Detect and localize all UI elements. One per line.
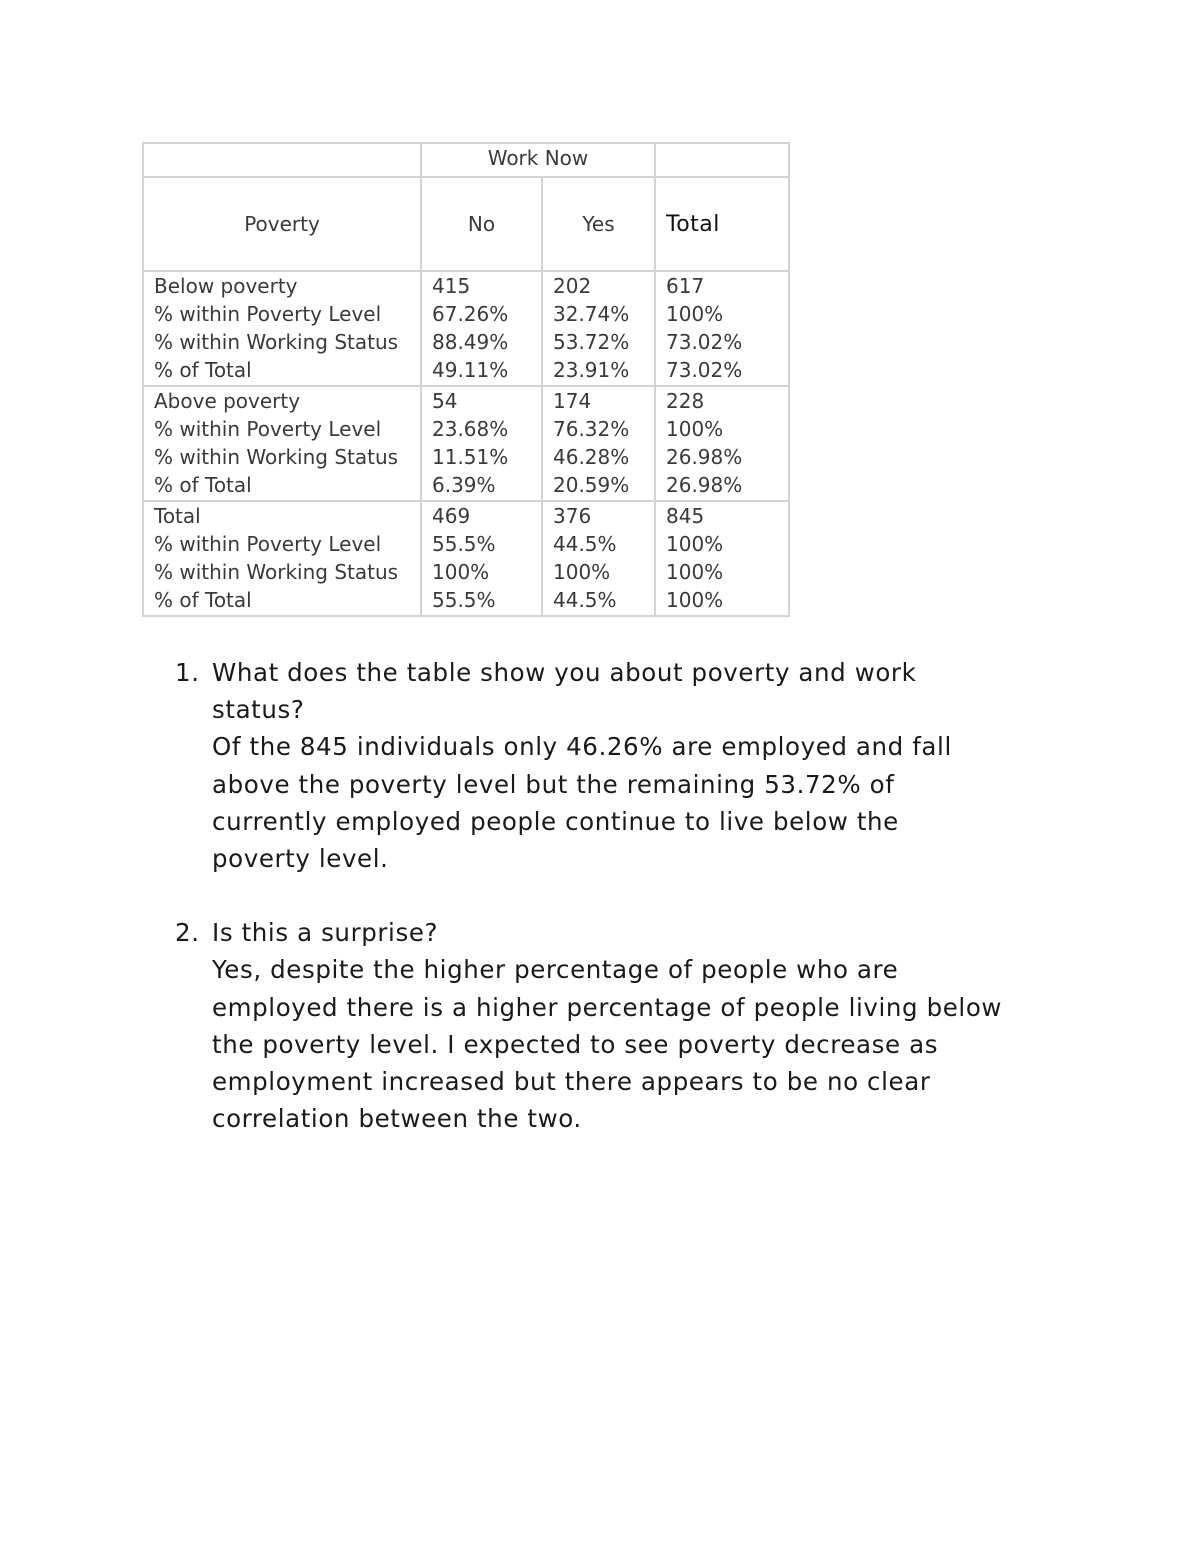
cell-value: 67.26%	[432, 302, 509, 326]
work-now-header: Work Now	[421, 143, 655, 177]
cell-value: 415	[432, 274, 471, 298]
header-empty-cell	[143, 143, 421, 177]
cell-value: 49.11%	[432, 358, 509, 382]
question-item-2	[175, 914, 1075, 1137]
question-line: Is this a surprise?	[212, 918, 439, 948]
row-label: % of Total	[154, 588, 252, 612]
answer-line: currently employed people continue to live below the	[212, 806, 899, 836]
row-label: Total	[154, 504, 201, 528]
answer-line: employed there is a higher percentage of people living below	[212, 992, 1003, 1022]
cell-value: 55.5%	[432, 532, 496, 556]
cell-value: 100%	[432, 560, 490, 584]
row-label: Below poverty	[154, 274, 298, 298]
row-label: % of Total	[154, 358, 252, 382]
cell-value: 100%	[553, 560, 611, 584]
cell-value: 44.5%	[553, 532, 617, 556]
header-row-group	[143, 143, 789, 177]
list-number: 1.	[175, 658, 200, 687]
question-list	[175, 654, 1075, 1137]
total-values-cell	[655, 501, 789, 616]
cell-value: 376	[553, 504, 592, 528]
cell-value: 73.02%	[666, 358, 743, 382]
poverty-header: Poverty	[143, 177, 421, 271]
total-values-cell	[655, 386, 789, 501]
cell-value: 53.72%	[553, 330, 630, 354]
yes-values-cell	[542, 501, 655, 616]
cell-value: 202	[553, 274, 592, 298]
no-values-cell	[421, 271, 542, 386]
cell-value: 32.74%	[553, 302, 630, 326]
cell-value: 76.32%	[553, 417, 630, 441]
total-header: Total	[655, 177, 789, 271]
row-label: Above poverty	[154, 389, 301, 413]
row-label: % within Working Status	[154, 445, 399, 469]
cell-value: 228	[666, 389, 705, 413]
answer-line: correlation between the two.	[212, 1104, 582, 1134]
row-label: % of Total	[154, 473, 252, 497]
row-label: % within Working Status	[154, 330, 399, 354]
answer-line: Yes, despite the higher percentage of people who are	[212, 955, 899, 985]
cell-value: 23.68%	[432, 417, 509, 441]
table-row-total	[143, 501, 789, 616]
cell-value: 469	[432, 504, 471, 528]
poverty-work-crosstab	[142, 142, 790, 617]
answer-line: Of the 845 individuals only 46.26% are employed and fall	[212, 732, 952, 762]
row-labels-cell	[143, 501, 421, 616]
row-labels-cell	[143, 386, 421, 501]
cell-value: 26.98%	[666, 445, 743, 469]
list-number: 2.	[175, 918, 200, 948]
cell-value: 20.59%	[553, 473, 630, 497]
answer-line: the poverty level. I expected to see poverty decrease as	[212, 1029, 939, 1059]
question-item-1	[175, 654, 1075, 877]
answer-line: above the poverty level but the remaining 53.72% of	[212, 769, 895, 799]
question-line: What does the table show you about poverty and work	[212, 658, 917, 687]
row-label: % within Poverty Level	[154, 302, 382, 326]
cell-value: 26.98%	[666, 473, 743, 497]
table-row-below-poverty	[143, 271, 789, 386]
cell-value: 23.91%	[553, 358, 630, 382]
cell-value: 46.28%	[553, 445, 630, 469]
header-empty-total-cell	[655, 143, 789, 177]
header-row-columns	[143, 177, 789, 271]
row-label: % within Poverty Level	[154, 532, 382, 556]
cell-value: 100%	[666, 417, 724, 441]
answer-line: poverty level.	[212, 844, 389, 874]
no-header: No	[421, 177, 542, 271]
no-values-cell	[421, 386, 542, 501]
cell-value: 54	[432, 389, 458, 413]
cell-value: 100%	[666, 560, 724, 584]
yes-header: Yes	[542, 177, 655, 271]
row-label: % within Poverty Level	[154, 417, 382, 441]
row-label: % within Working Status	[154, 560, 399, 584]
cell-value: 100%	[666, 302, 724, 326]
cell-value: 11.51%	[432, 445, 509, 469]
cell-value: 617	[666, 274, 705, 298]
total-values-cell	[655, 271, 789, 386]
cell-value: 100%	[666, 588, 724, 612]
cell-value: 55.5%	[432, 588, 496, 612]
cell-value: 845	[666, 504, 705, 528]
table-row-above-poverty	[143, 386, 789, 501]
row-labels-cell	[143, 271, 421, 386]
yes-values-cell	[542, 271, 655, 386]
yes-values-cell	[542, 386, 655, 501]
answer-line: employment increased but there appears to be no clear	[212, 1067, 931, 1097]
cell-value: 174	[553, 389, 592, 413]
cell-value: 6.39%	[432, 473, 496, 497]
question-line: status?	[212, 695, 305, 725]
cell-value: 73.02%	[666, 330, 743, 354]
cell-value: 88.49%	[432, 330, 509, 354]
cell-value: 44.5%	[553, 588, 617, 612]
no-values-cell	[421, 501, 542, 616]
cell-value: 100%	[666, 532, 724, 556]
